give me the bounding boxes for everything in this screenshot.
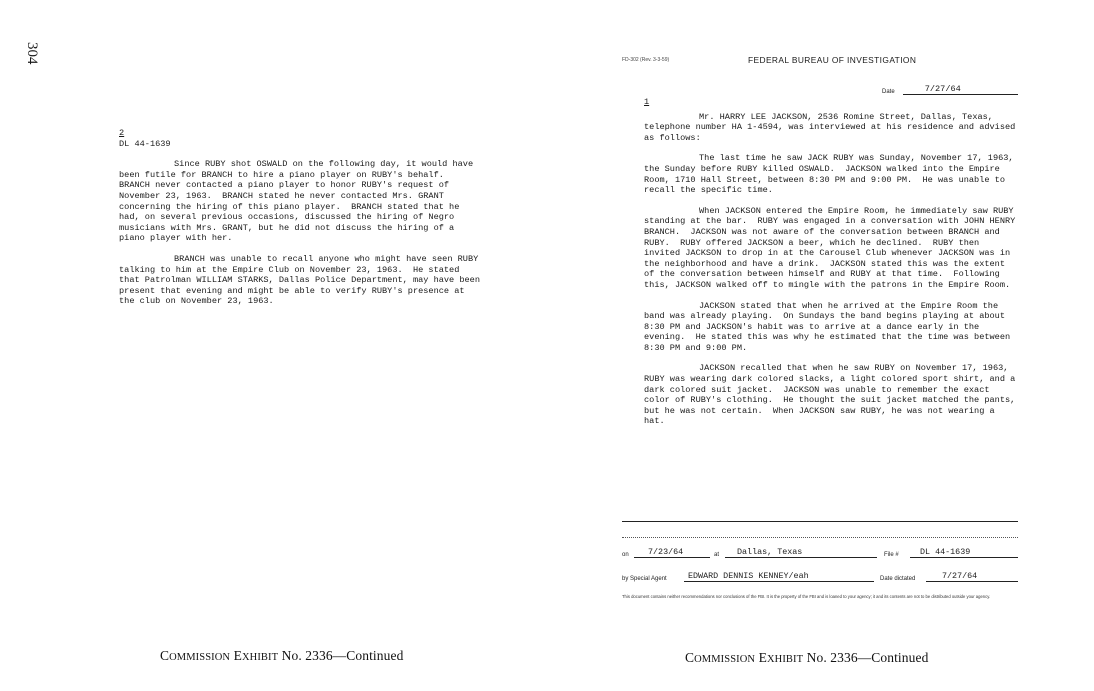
at-label: at xyxy=(714,552,720,558)
agent-value: EDWARD DENNIS KENNEY/eah xyxy=(684,571,874,582)
caption-letter-e: E xyxy=(233,648,242,663)
caption-word-xhibit: XHIBIT xyxy=(241,652,279,663)
right-paragraph-5: JACKSON recalled that when he saw RUBY on November 17, 1963, RUBY was wearing dark colored slacks, a light colored sport shirt, and a dark colored suit jacket. JACKSON was unable to remember the exact color of RUBY's clothing. He thought the suit jacket matched the pants, but he was not certain. When JACKSON saw RUBY, he was not wearing a hat. xyxy=(644,363,1021,427)
caption-word-ommission: OMMISSION xyxy=(169,652,231,663)
right-paragraph-1: Mr. HARRY LEE JACKSON, 2536 Romine Street, Dallas, Texas, telephone number HA 1-4594, was interviewed at his residence and advised as follows: xyxy=(644,111,1021,143)
right-exhibit-caption xyxy=(685,650,928,666)
footer-divider xyxy=(622,521,1018,522)
left-exhibit-caption xyxy=(160,648,403,664)
caption-rest: No. 2336—Continued xyxy=(803,650,929,665)
agent-label: by Special Agent xyxy=(622,576,667,582)
footer-row-agent xyxy=(622,570,1018,582)
left-page-marker: 2 xyxy=(119,128,125,138)
date-label: Date xyxy=(882,89,895,95)
date-dictated-label: Date dictated xyxy=(880,576,916,582)
file-value: DL 44-1639 xyxy=(910,547,1018,558)
at-value: Dallas, Texas xyxy=(725,547,877,558)
right-paragraph-2: The last time he saw JACK RUBY was Sunday, November 17, 1963, the Sunday before RUBY killed OSWALD. JACKSON walked into the Empire Room, 1710 Hall Street, between 8:30 PM and 9:00 PM. He was unable to recall the specific time. xyxy=(644,153,1019,196)
left-document xyxy=(119,128,484,317)
right-paragraph-3: When JACKSON entered the Empire Room, he immediately saw RUBY standing at the bar. RUBY was engaged in a conversation with JOHN HENRY BRANCH. JACKSON was not aware of the conversation between BRANCH and RUBY. RUBY offered JACKSON a beer, which he declined. RUBY then invited JACKSON to drop in at the Carousel Club whenever JACKSON was in the neighborhood and have a drink. JACKSON stated this was the extent of the conversation between himself and RUBY at that time. Following this, JACKSON walked off to mingle with the patrons in the Empire Room. xyxy=(644,205,1021,290)
form-date-row xyxy=(882,84,1018,95)
page-number: 304 xyxy=(24,42,40,65)
caption-letter-c: C xyxy=(160,648,170,663)
right-page-marker: 1 xyxy=(644,97,650,107)
caption-word-ommission: OMMISSION xyxy=(694,654,756,665)
on-label: on xyxy=(622,552,629,558)
footer-row-interview xyxy=(622,546,1018,558)
left-paragraph-1: Since RUBY shot OSWALD on the following day, it would have been futile for BRANCH to hire a piano player on RUBY's behalf. BRANCH never contacted a piano player to honor RUBY's request of November 23, 1963. BRANCH stated he never contacted Mrs. GRANT concerning the hiring of this piano player. BRANCH stated that he had, on several previous occasions, discussed the hiring of Negro musicians with Mrs. GRANT, but he did not discuss the hiring of a piano player with her. xyxy=(119,159,479,244)
caption-word-xhibit: XHIBIT xyxy=(766,654,804,665)
date-value: 7/27/64 xyxy=(903,84,1018,95)
footer-divider-dotted xyxy=(622,537,1018,538)
fbi-disclaimer: This document contains neither recommendations nor conclusions of the FBI. It is the property of the FBI and is loaned to your agency; it and its contents are not to be distributed outside your agency. xyxy=(622,594,991,599)
on-value: 7/23/64 xyxy=(634,547,710,558)
caption-letter-e: E xyxy=(758,650,767,665)
agency-heading: FEDERAL BUREAU OF INVESTIGATION xyxy=(748,55,917,65)
left-paragraph-2: BRANCH was unable to recall anyone who might have seen RUBY talking to him at the Empire Club on November 23, 1963. He stated that Patrolman WILLIAM STARKS, Dallas Police Department, may have been present that evening and might be able to verify RUBY's presence at the club on November 23, 1963. xyxy=(119,253,486,307)
caption-letter-c: C xyxy=(685,650,695,665)
left-file-ref: DL 44-1639 xyxy=(119,138,171,149)
right-document xyxy=(644,97,1021,437)
date-dictated-value: 7/27/64 xyxy=(926,571,1018,582)
caption-rest: No. 2336—Continued xyxy=(278,648,404,663)
file-label: File # xyxy=(884,552,899,558)
form-code: FD-302 (Rev. 3-3-59) xyxy=(622,57,670,63)
right-paragraph-4: JACKSON stated that when he arrived at the Empire Room the band was already playing. On Sundays the band begins playing at about 8:30 PM and JACKSON's habit was to arrive at a dance early in the evening. He stated this was why he estimated that the time was between 8:30 PM and 9:00 PM. xyxy=(644,300,1016,353)
